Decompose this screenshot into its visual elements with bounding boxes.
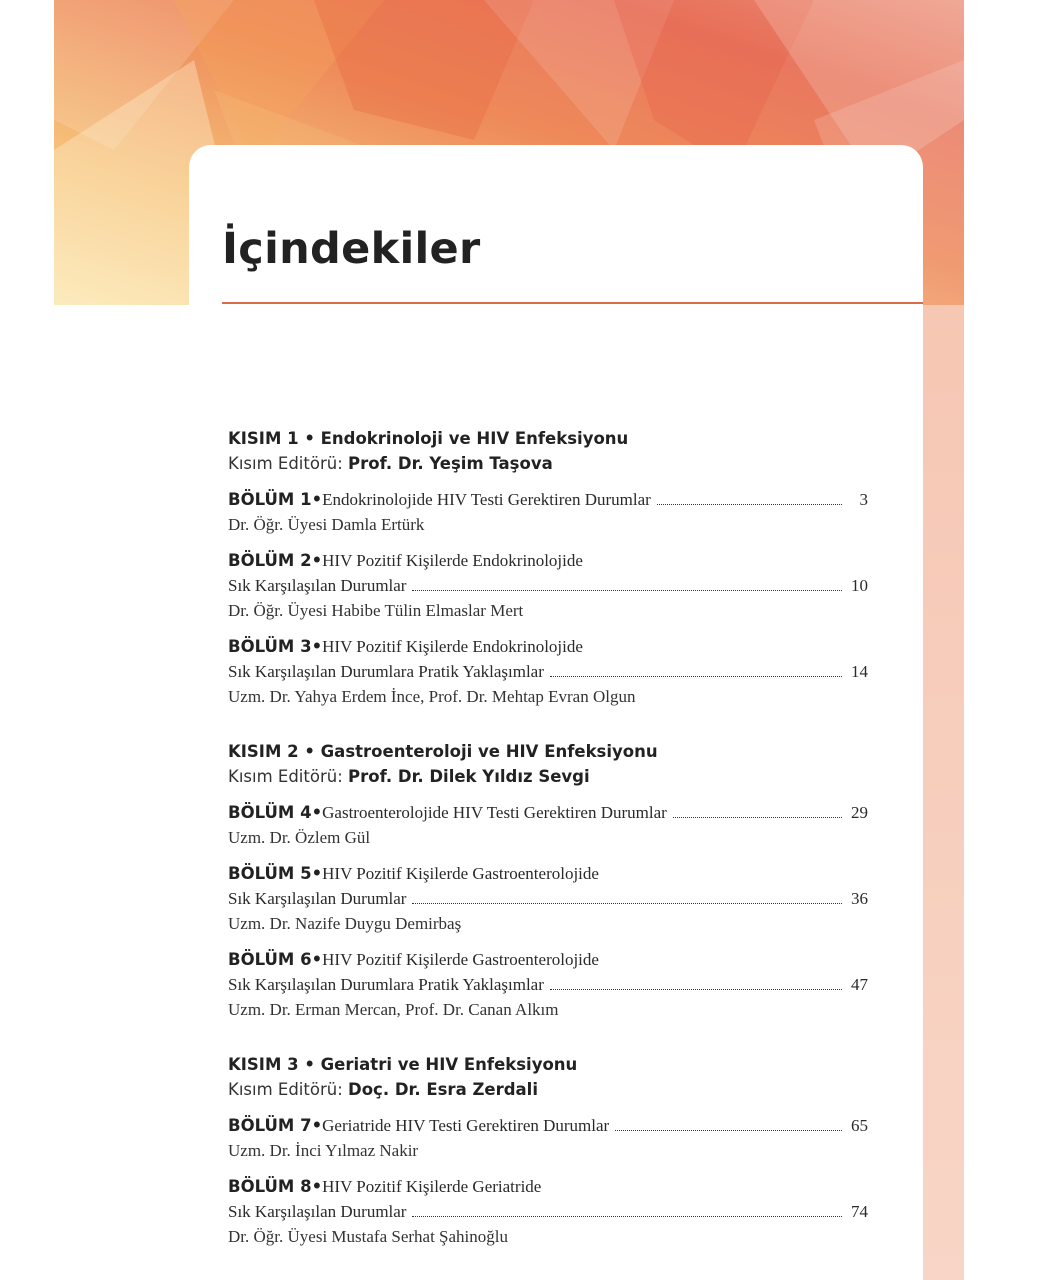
page-number: 36 [851,889,868,908]
chapter-authors: Dr. Öğr. Üyesi Mustafa Serhat Şahinoğlu [228,1227,508,1246]
dot-leader [615,1130,842,1131]
chapter-title: HIV Pozitif Kişilerde Endokrinolojide [322,551,583,570]
table-of-contents [228,426,868,1279]
chapter-label: BÖLÜM 8 [228,1177,312,1196]
chapter-entry[interactable] [228,947,868,1022]
chapter-entry[interactable] [228,548,868,623]
editor-label: Kısım Editörü: [228,454,343,473]
bullet-separator: • [311,864,323,883]
chapter-title: HIV Pozitif Kişilerde Endokrinolojide [322,637,583,656]
page-number: 65 [851,1116,868,1135]
chapter-label: BÖLÜM 7 [228,1116,312,1135]
part-heading [228,739,868,764]
page-number: 74 [851,1202,868,1221]
chapter-entry[interactable] [228,861,868,936]
bullet-separator: • [298,429,321,448]
bullet-separator: • [311,1116,323,1135]
chapter-authors: Uzm. Dr. Nazife Duygu Demirbaş [228,914,462,933]
bullet-separator: • [311,637,323,656]
chapter-title-cont: Sık Karşılaşılan Durumlar [228,889,407,908]
part-heading [228,426,868,451]
side-color-strip [923,305,964,1280]
chapter-title-cont: Sık Karşılaşılan Durumlara Pratik Yaklaşımlar [228,662,544,681]
part-heading [228,1052,868,1077]
bullet-separator: • [311,490,323,509]
page-number: 29 [851,803,868,822]
chapter-entry[interactable] [228,1113,868,1163]
part-label: KISIM 3 [228,1055,299,1074]
part-editor [228,764,868,789]
dot-leader [550,676,842,677]
chapter-title: Gastroenterolojide HIV Testi Gerektiren Durumlar [322,803,667,822]
bullet-separator: • [298,742,321,761]
chapter-title-line [228,947,868,972]
chapter-title-line [228,573,868,598]
toc-part [228,1052,868,1249]
chapter-title-line [228,487,868,512]
part-title: Gastroenteroloji ve HIV Enfeksiyonu [320,742,658,761]
toc-part [228,739,868,1022]
page-number: 47 [851,975,868,994]
chapter-title-line [228,659,868,684]
editor-name: Doç. Dr. Esra Zerdali [348,1080,538,1099]
dot-leader [550,989,842,990]
chapter-title-line [228,1199,868,1224]
chapter-authors: Uzm. Dr. Yahya Erdem İnce, Prof. Dr. Mehtap Evran Olgun [228,687,636,706]
chapter-title-line [228,634,868,659]
toc-part [228,426,868,709]
dot-leader [412,590,842,591]
chapter-title-line [228,972,868,997]
chapter-label: BÖLÜM 3 [228,637,312,656]
part-label: KISIM 2 [228,742,299,761]
page-title: İçindekiler [222,224,481,274]
chapter-label: BÖLÜM 6 [228,950,312,969]
chapter-title-line [228,1113,868,1138]
dot-leader [412,903,842,904]
dot-leader [657,504,842,505]
chapter-authors: Uzm. Dr. İnci Yılmaz Nakir [228,1141,419,1160]
chapter-authors: Uzm. Dr. Özlem Gül [228,828,371,847]
bullet-separator: • [311,1177,323,1196]
dot-leader [673,817,842,818]
part-editor [228,1077,868,1102]
chapter-title-cont: Sık Karşılaşılan Durumlar [228,576,407,595]
chapter-label: BÖLÜM 2 [228,551,312,570]
bullet-separator: • [311,803,323,822]
chapter-title: Geriatride HIV Testi Gerektiren Durumlar [322,1116,610,1135]
chapter-entry[interactable] [228,487,868,537]
chapter-title-line [228,886,868,911]
chapter-entry[interactable] [228,1174,868,1249]
page-number: 3 [859,490,868,509]
editor-name: Prof. Dr. Dilek Yıldız Sevgi [348,767,590,786]
chapter-entry[interactable] [228,634,868,709]
chapter-title-line [228,861,868,886]
dot-leader [412,1216,842,1217]
chapter-label: BÖLÜM 5 [228,864,312,883]
chapter-title: Endokrinolojide HIV Testi Gerektiren Durumlar [322,490,651,509]
bullet-separator: • [311,950,323,969]
part-title: Endokrinoloji ve HIV Enfeksiyonu [320,429,629,448]
chapter-title-line [228,800,868,825]
chapter-label: BÖLÜM 4 [228,803,312,822]
editor-label: Kısım Editörü: [228,1080,343,1099]
page-number: 10 [851,576,868,595]
chapter-entry[interactable] [228,800,868,850]
bullet-separator: • [311,551,323,570]
chapter-authors: Dr. Öğr. Üyesi Habibe Tülin Elmaslar Mert [228,601,524,620]
editor-name: Prof. Dr. Yeşim Taşova [348,454,553,473]
chapter-title-cont: Sık Karşılaşılan Durumlara Pratik Yaklaşımlar [228,975,544,994]
part-title: Geriatri ve HIV Enfeksiyonu [320,1055,578,1074]
page-number: 14 [851,662,868,681]
chapter-label: BÖLÜM 1 [228,490,312,509]
chapter-authors: Dr. Öğr. Üyesi Damla Ertürk [228,515,425,534]
bullet-separator: • [298,1055,321,1074]
chapter-title: HIV Pozitif Kişilerde Gastroenterolojide [322,950,599,969]
title-underline [222,302,923,304]
editor-label: Kısım Editörü: [228,767,343,786]
chapter-authors: Uzm. Dr. Erman Mercan, Prof. Dr. Canan Alkım [228,1000,559,1019]
chapter-title: HIV Pozitif Kişilerde Geriatride [322,1177,542,1196]
chapter-title: HIV Pozitif Kişilerde Gastroenterolojide [322,864,599,883]
chapter-title-line [228,548,868,573]
chapter-title-cont: Sık Karşılaşılan Durumlar [228,1202,407,1221]
part-editor [228,451,868,476]
part-label: KISIM 1 [228,429,299,448]
chapter-title-line [228,1174,868,1199]
